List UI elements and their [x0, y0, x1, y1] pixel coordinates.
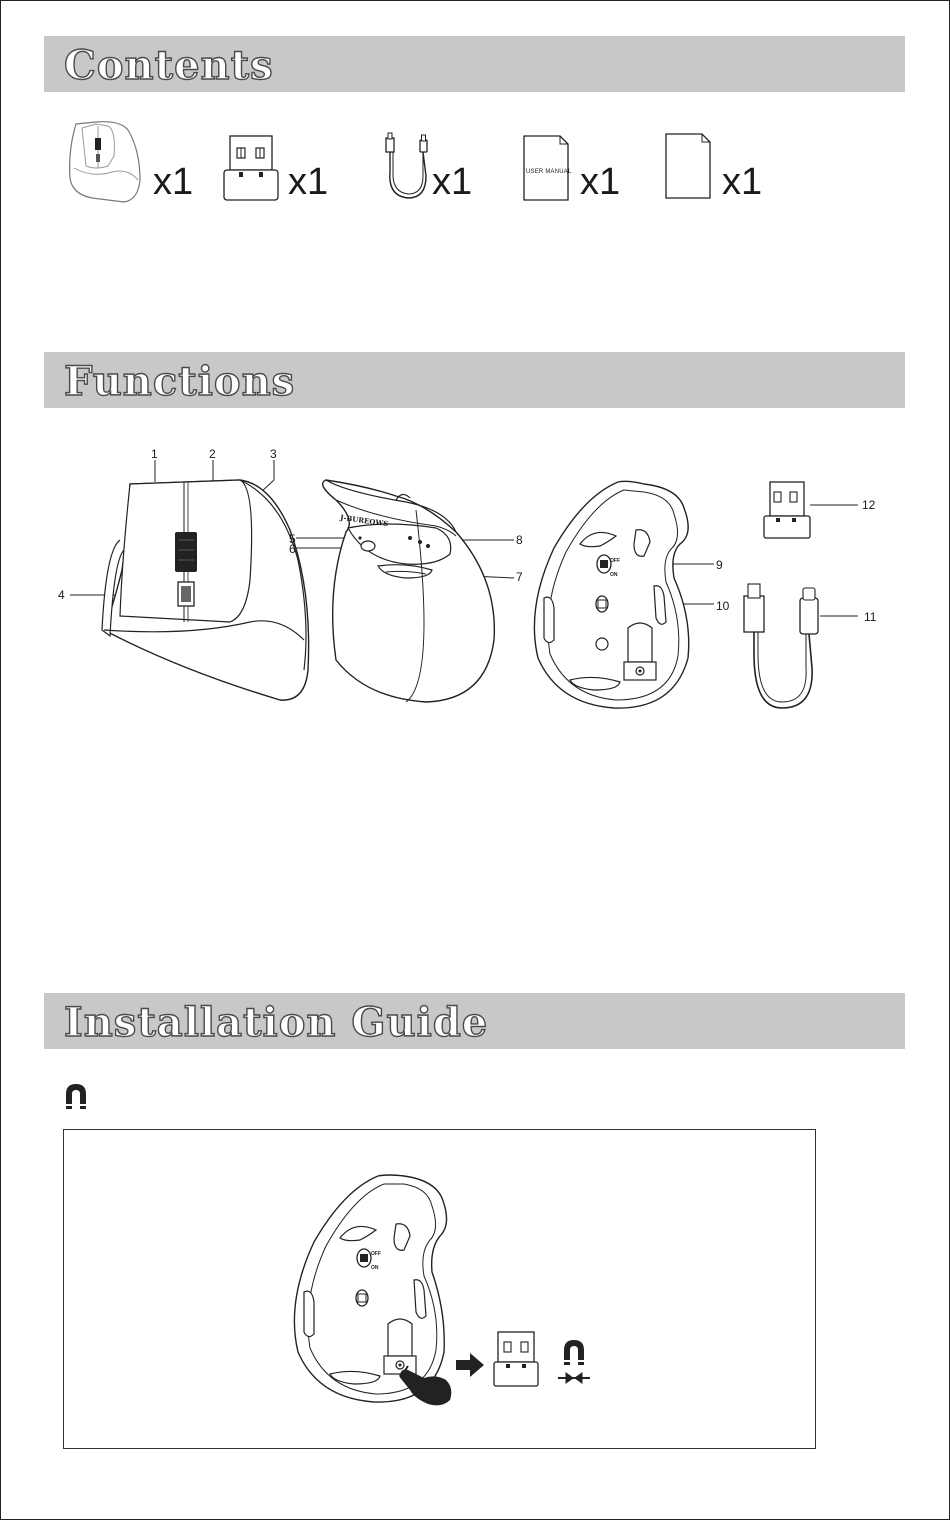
callout-4: 4 — [58, 588, 65, 602]
arrow-right-icon — [456, 1352, 486, 1378]
contents-title: Contents — [64, 42, 274, 89]
callout-11: 11 — [864, 610, 877, 624]
callout-8: 8 — [516, 533, 523, 547]
switch-on-label: ON — [610, 572, 618, 578]
vertical-mouse-icon — [68, 120, 148, 204]
mouse-front-view — [60, 440, 320, 720]
switch-off-label: OFF — [610, 558, 620, 564]
installation-header — [44, 993, 905, 1049]
callout-2: 2 — [209, 447, 216, 461]
magnet-attract-icon — [556, 1336, 592, 1388]
magnet-icon — [62, 1082, 90, 1110]
contents-header — [44, 36, 905, 92]
finger-press-icon — [396, 1356, 456, 1406]
usb-cable-icon — [382, 132, 438, 204]
installation-title: Installation Guide — [64, 999, 489, 1046]
callout-3: 3 — [270, 447, 277, 461]
card-icon — [664, 132, 712, 200]
manual-cover-text: USER MANUAL — [526, 169, 572, 175]
functions-header — [44, 352, 905, 408]
callout-6: 6 — [289, 542, 296, 556]
usb-receiver-icon — [222, 134, 280, 204]
callout-9: 9 — [716, 558, 723, 572]
callout-5: 5 — [289, 532, 296, 546]
manual-qty: x1 — [580, 161, 621, 203]
receiver-qty: x1 — [288, 161, 329, 203]
install-switch-off-label: OFF — [371, 1251, 381, 1257]
cable-qty: x1 — [432, 161, 473, 203]
callout-1: 1 — [151, 447, 158, 461]
install-usb-receiver-icon — [492, 1330, 540, 1390]
usb-cable-part — [740, 584, 866, 714]
functions-title: Functions — [64, 358, 296, 405]
usb-receiver-part — [762, 480, 868, 542]
install-switch-on-label: ON — [371, 1265, 379, 1271]
mouse-bottom-view — [524, 478, 724, 714]
brand-label: J-BUREOWS — [339, 512, 389, 529]
mouse-side-view — [286, 470, 546, 710]
callout-12: 12 — [862, 498, 876, 512]
mouse-qty: x1 — [153, 161, 194, 203]
callout-7: 7 — [516, 570, 523, 584]
card-qty: x1 — [722, 161, 763, 203]
callout-10: 10 — [716, 599, 730, 613]
